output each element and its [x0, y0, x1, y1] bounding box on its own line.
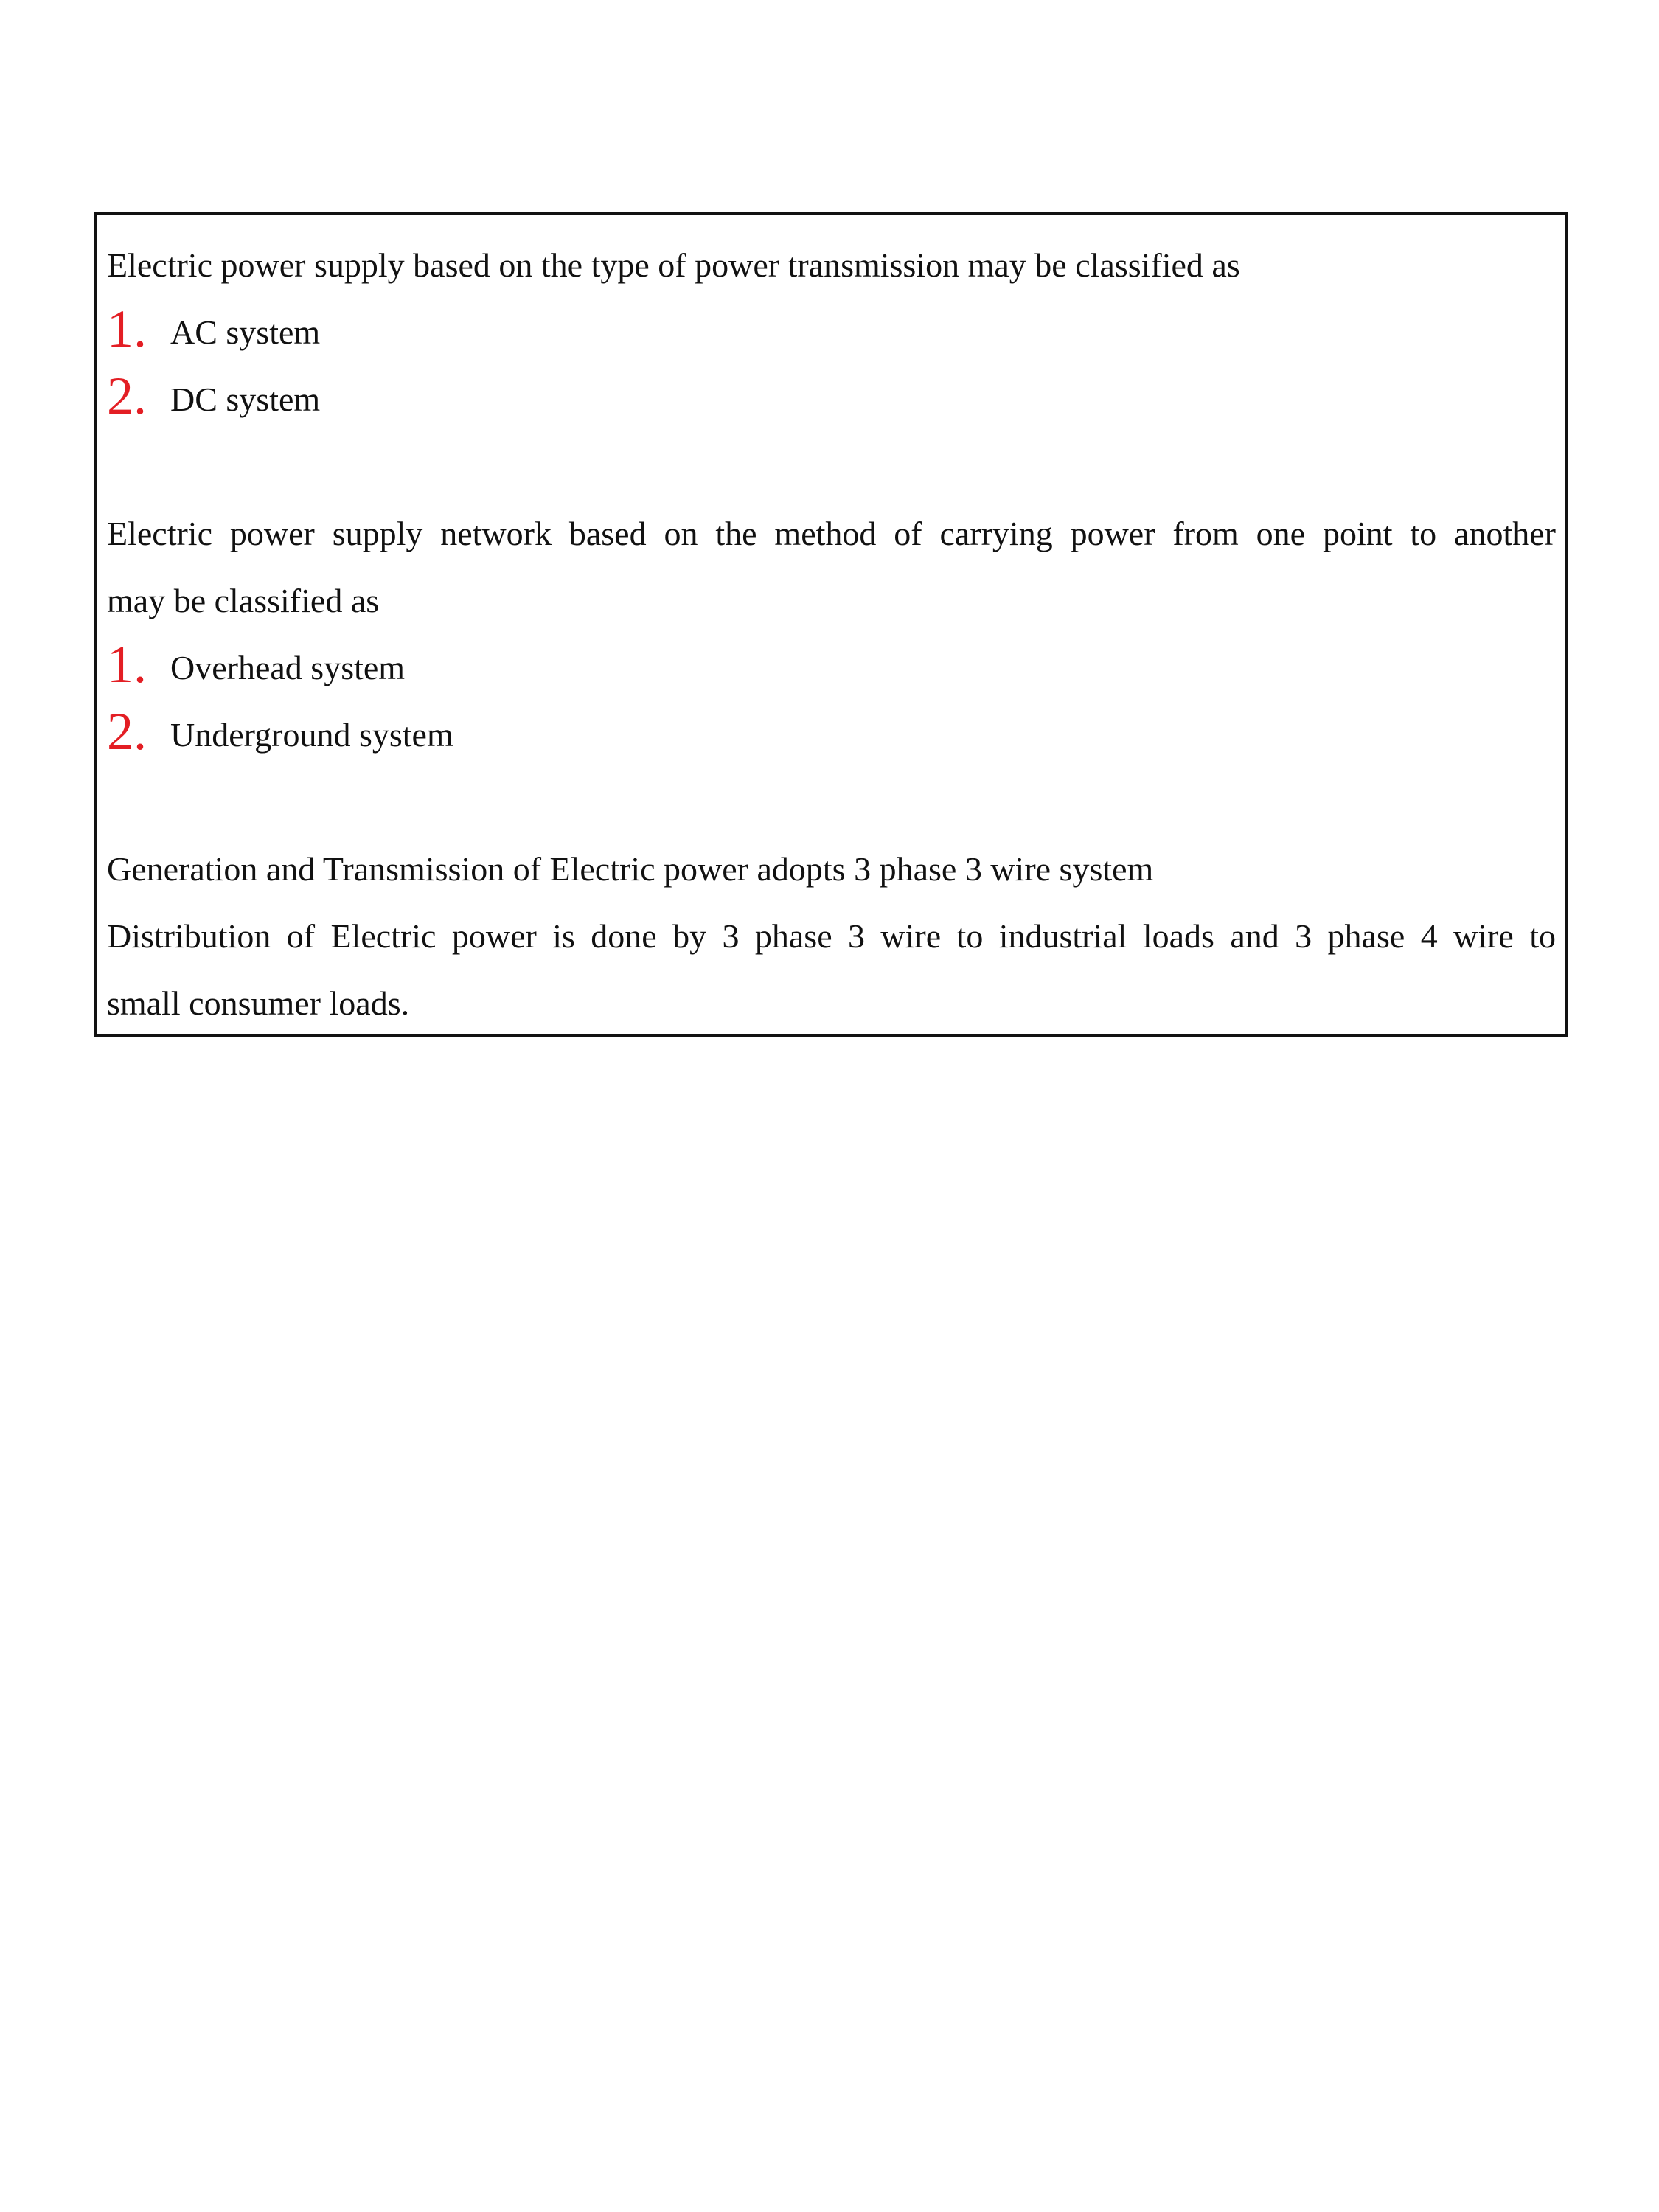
list-item	[107, 366, 1556, 433]
content-body	[107, 232, 1556, 1037]
section3-line1: Generation and Transmission of Electric power adopts 3 phase 3 wire system	[107, 850, 1154, 888]
list-number: 2.	[107, 366, 147, 425]
list-item-text: Underground system	[170, 716, 453, 754]
section2-intro-line2: may be classified as	[107, 582, 380, 619]
list-number: 1.	[107, 635, 147, 694]
list-number: 2.	[107, 702, 147, 761]
list-number: 1.	[107, 299, 147, 358]
section3-line2: Distribution of Electric power is done by 3 phase 3 wire to industrial loads and 3 phase 4 wire to	[107, 917, 1556, 955]
list-item-text: DC system	[170, 380, 321, 418]
list-item	[107, 299, 1556, 366]
list-item	[107, 701, 1556, 768]
section2-intro-line1: Electric power supply network based on the method of carrying power from one point to another	[107, 515, 1556, 552]
content-box	[94, 212, 1568, 1037]
section1-intro: Electric power supply based on the type of power transmission may be classified as	[107, 246, 1240, 284]
spacer	[107, 433, 1556, 500]
spacer	[107, 768, 1556, 835]
section3-line3: small consumer loads.	[107, 984, 410, 1022]
list-item-text: AC system	[170, 313, 321, 351]
list-item-text: Overhead system	[170, 649, 406, 686]
list-item	[107, 634, 1556, 701]
